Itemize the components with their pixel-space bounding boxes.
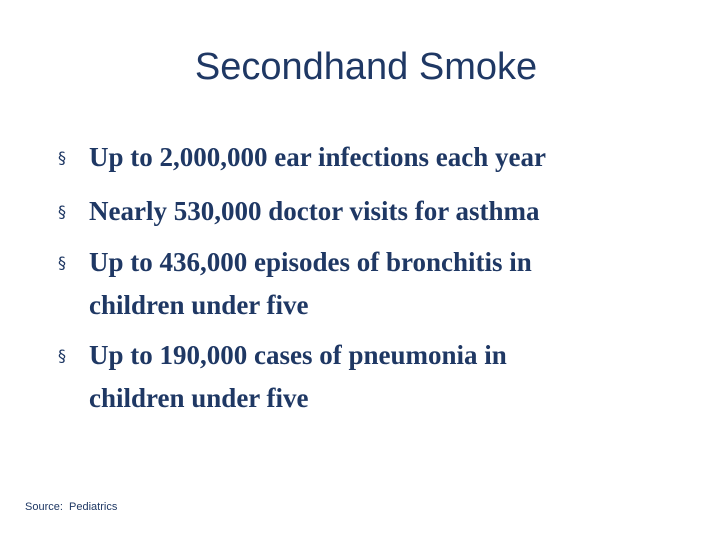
bullet-text-line: Up to 2,000,000 ear infections each year xyxy=(89,142,546,172)
bullet-item xyxy=(58,136,698,179)
bullet-item xyxy=(58,241,698,327)
bullet-text-line: Up to 436,000 episodes of bronchitis in xyxy=(89,247,532,277)
slide-title: Secondhand Smoke xyxy=(194,46,538,88)
bullet-text-line: children under five xyxy=(89,383,309,413)
bullet-item xyxy=(58,190,698,233)
bullet-text-line: Up to 190,000 cases of pneumonia in xyxy=(89,340,507,370)
bullet-text-line: children under five xyxy=(89,290,309,320)
bullet-marker-icon: § xyxy=(58,202,66,221)
bullet-marker-icon: § xyxy=(58,148,66,167)
source-note: Source: Pediatrics xyxy=(25,501,118,513)
bullet-marker-icon: § xyxy=(58,346,66,365)
bullet-item xyxy=(58,334,698,420)
bullet-marker-icon: § xyxy=(58,253,66,272)
bullet-text-line: Nearly 530,000 doctor visits for asthma xyxy=(89,196,540,226)
